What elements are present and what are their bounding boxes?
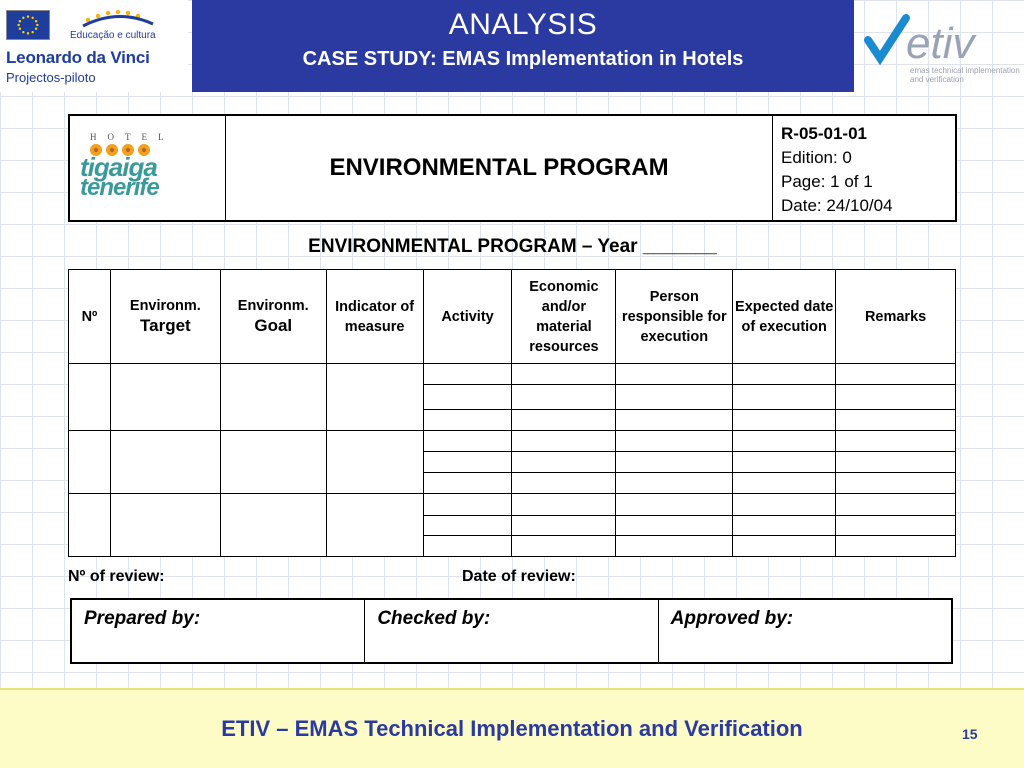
table-cell[interactable]: [110, 431, 220, 494]
column-header: Indicator of measure: [326, 270, 423, 364]
table-cell[interactable]: [512, 516, 616, 536]
table-cell[interactable]: [733, 536, 836, 557]
table-cell[interactable]: [69, 494, 111, 557]
review-number-label: Nº of review:: [68, 568, 165, 585]
header-left-logos: [0, 0, 188, 92]
program-year-line: ENVIRONMENTAL PROGRAM – Year _______: [308, 236, 717, 257]
table-cell[interactable]: [423, 516, 512, 536]
table-cell[interactable]: [512, 536, 616, 557]
table-cell[interactable]: [326, 364, 423, 431]
table-cell[interactable]: [220, 494, 326, 557]
page-title: ANALYSIS: [448, 8, 598, 41]
table-cell[interactable]: [512, 385, 616, 410]
approved-by-field: Approved by:: [658, 600, 951, 662]
form-meta: [773, 116, 955, 220]
table-cell[interactable]: [616, 473, 733, 494]
table-cell[interactable]: [733, 494, 836, 516]
table-row: [69, 494, 956, 516]
form-page: Page: 1 of 1: [781, 172, 873, 191]
eu-flag-icon: [6, 10, 50, 40]
form-code: R-05-01-01: [781, 124, 867, 143]
column-header: Nº: [69, 270, 111, 364]
ec-caption: Educação e cultura: [70, 30, 156, 41]
table-cell[interactable]: [110, 494, 220, 557]
table-cell[interactable]: [836, 536, 956, 557]
table-cell[interactable]: [836, 385, 956, 410]
column-header: Remarks: [836, 270, 956, 364]
column-header: Expected date of execution: [733, 270, 836, 364]
signature-table: [70, 598, 953, 664]
table-cell[interactable]: [423, 473, 512, 494]
table-cell[interactable]: [423, 410, 512, 431]
hotel-logo: [70, 116, 226, 220]
programme-subtitle: Projectos-piloto: [6, 70, 96, 85]
table-cell[interactable]: [110, 364, 220, 431]
table-cell[interactable]: [616, 364, 733, 385]
footer-text: ETIV – EMAS Technical Implementation and Verification: [221, 716, 803, 741]
hotel-name-line2: tenerife: [80, 174, 159, 201]
table-cell[interactable]: [836, 410, 956, 431]
form-header: [68, 114, 957, 222]
table-cell[interactable]: [423, 494, 512, 516]
column-header: Person responsible for execution: [616, 270, 733, 364]
column-header: Environm. Goal: [220, 270, 326, 364]
table-cell[interactable]: [616, 385, 733, 410]
table-cell[interactable]: [423, 536, 512, 557]
table-cell[interactable]: [836, 494, 956, 516]
table-cell[interactable]: [423, 385, 512, 410]
svg-text:etiv: etiv: [906, 19, 975, 68]
table-cell[interactable]: [733, 410, 836, 431]
table-cell[interactable]: [616, 494, 733, 516]
table-cell[interactable]: [423, 452, 512, 473]
table-cell[interactable]: [326, 431, 423, 494]
programme-name: Leonardo da Vinci: [6, 48, 150, 67]
table-cell[interactable]: [512, 494, 616, 516]
page-subtitle: CASE STUDY: EMAS Implementation in Hotels: [302, 48, 744, 70]
table-cell[interactable]: [423, 364, 512, 385]
table-cell[interactable]: [69, 431, 111, 494]
form-title: ENVIRONMENTAL PROGRAM: [226, 116, 773, 220]
table-cell[interactable]: [733, 473, 836, 494]
form-date: Date: 24/10/04: [781, 196, 893, 215]
table-cell[interactable]: [616, 452, 733, 473]
form-edition: Edition: 0: [781, 148, 852, 167]
table-cell[interactable]: [512, 410, 616, 431]
column-header: Environm. Target: [110, 270, 220, 364]
table-cell[interactable]: [423, 431, 512, 452]
table-cell[interactable]: [836, 364, 956, 385]
table-row: [69, 431, 956, 452]
table-cell[interactable]: [616, 516, 733, 536]
table-cell[interactable]: [836, 473, 956, 494]
table-cell[interactable]: [836, 516, 956, 536]
table-cell[interactable]: [836, 452, 956, 473]
table-cell[interactable]: [733, 516, 836, 536]
column-header: Economic and/or material resources: [512, 270, 616, 364]
column-header: Activity: [423, 270, 512, 364]
table-cell[interactable]: [733, 431, 836, 452]
table-header-row: [69, 270, 956, 364]
hotel-label: HOTEL: [90, 132, 175, 142]
etiv-tagline: emas technical implementation and verification: [910, 66, 1020, 84]
title-band: [192, 0, 854, 92]
european-commission-logo-icon: [78, 4, 158, 30]
table-cell[interactable]: [733, 385, 836, 410]
checked-by-field: Checked by:: [364, 600, 657, 662]
table-row: [69, 364, 956, 385]
program-table: [68, 269, 956, 557]
table-cell[interactable]: [616, 536, 733, 557]
hotel-name-line1: tigaiga: [80, 152, 157, 182]
prepared-by-field: Prepared by:: [84, 608, 201, 629]
table-cell[interactable]: [616, 410, 733, 431]
table-cell[interactable]: [69, 364, 111, 431]
table-cell[interactable]: [326, 494, 423, 557]
table-cell[interactable]: [512, 431, 616, 452]
table-cell[interactable]: [512, 452, 616, 473]
page-number: 15: [962, 726, 978, 742]
review-date-label: Date of review:: [462, 568, 576, 585]
footer: [0, 688, 1024, 768]
table-cell[interactable]: [733, 364, 836, 385]
table-cell[interactable]: [220, 364, 326, 431]
table-cell[interactable]: [220, 431, 326, 494]
table-cell[interactable]: [616, 431, 733, 452]
table-cell[interactable]: [836, 431, 956, 452]
table-cell[interactable]: [733, 452, 836, 473]
table-cell[interactable]: [512, 364, 616, 385]
table-cell[interactable]: [512, 473, 616, 494]
